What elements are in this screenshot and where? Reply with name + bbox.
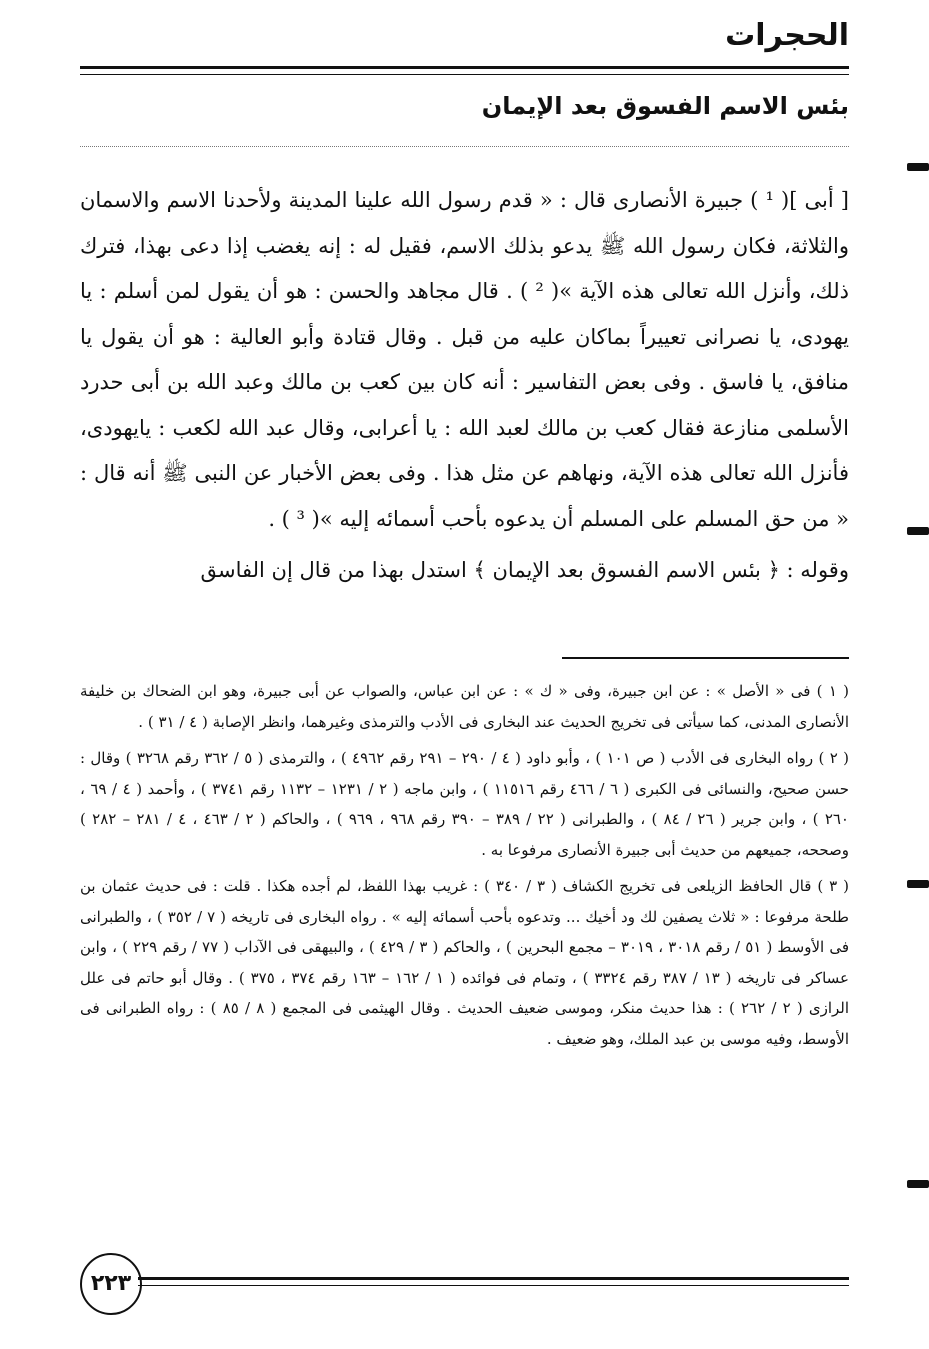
section-heading: بئس الاسم الفسوق بعد الإيمان: [481, 92, 849, 120]
page-number: ٢٢٣: [80, 1253, 142, 1315]
edge-tab-mark: [907, 527, 929, 535]
heading-dotted-rule: [80, 146, 849, 147]
footnote: ( ١ ) فى « الأصل » : عن ابن جبيرة، وفى « ك » : عن ابن عباس، والصواب عن أبى جبيرة، وهو ابن الضحاك بن خليفة الأنصارى المدنى، كما سيأتى فى تخريج الحديث عند البخارى فى الأدب والترمذى وغيرهما، وانظر الإصابة ( ٤ / ٣١ ) .: [80, 682, 849, 731]
footer-rule-thin: [138, 1285, 849, 1286]
main-paragraph: وقوله : ﴿ بئس الاسم الفسوق بعد الإيمان ﴾ استدل بهذا من قال إن الفاسق: [200, 558, 849, 582]
footnote: ( ٣ ) قال الحافظ الزيلعى فى تخريج الكشاف ( ٣ / ٣٤٠ ) : غريب بهذا اللفظ، لم أجده هكذا . قلت : فى حديث عثمان بن طلحة مرفوعا : « ثلاث يصفين لك ود أخيك ... وتدعوه بأحب أسمائه إليه » . رواه البخارى فى تاريخه ( ٧ / ٣٥٢ ) ، والطبرانى فى الأوسط ( ٥١ / رقم ٣٠١٨ ، ٣٠١٩ – مجمع البحرين ) ، والحاكم ( ٣ / ٤٢٩ ) ، والبيهقى فى الآداب ( ٧٧ / رقم ٢٢٩ ) ، وابن عساكر فى تاريخه ( ١٣ / ٣٨٧ رقم ٣٣٢٤ ) ، وتمام فى فوائده ( ١ / ١٦٢ – ١٦٣ رقم ٣٧٤ ، ٣٧٥ ) . وقال أبو حاتم فى علل الرازى ( ٢ / ٢٦٢ ) : هذا حديث منكر، وموسى ضعيف الحديث . وقال الهيثمى فى المجمع ( ٨ / ٨٥ ) : رواه الطبرانى فى الأوسط، وفيه موسى بن عبد الملك، وهو ضعيف .: [80, 877, 850, 1048]
header-rule-thin: [80, 74, 849, 75]
main-text: [80, 178, 849, 594]
main-paragraph: [ أبى ]( ¹ ) جبيرة الأنصارى قال : « قدم رسول الله علينا المدينة ولأحدنا الاسم والاسمان والثلاثة، فكان رسول الله ﷺ يدعو بذلك الاسم، فقيل له : إنه يغضب إذا دعى بهذا، فترك ذلك، وأنزل الله تعالى هذه الآية »( ² ) . قال مجاهد والحسن : هو أن يقول لمن أسلم : يا يهودى، يا نصرانى تعييراً بماكان عليه من قبل . وقال قتادة وأبو العالية : هو أن يقول يا منافق، يا فاسق . وفى بعض التفاسير : أنه كان بين كعب بن مالك وعبد الله بن أبى حدرد الأسلمى منازعة فقال كعب بن مالك لعبد الله : يا أعرابى، وقال عبد الله لكعب : يايهودى، فأنزل الله تعالى هذه الآية، ونهاهم عن مثل هذا . وفى بعض الأخبار عن النبى ﷺ أنه قال : « من حق المسلم على المسلم أن يدعوه بأحب أسمائه إليه »( ³ ) .: [80, 188, 849, 531]
edge-tab-mark: [907, 163, 929, 171]
edge-tab-mark: [907, 1180, 929, 1188]
header-rule-thick: [80, 66, 849, 69]
footnote: ( ٢ ) رواه البخارى فى الأدب ( ص ١٠١ ) ، وأبو داود ( ٤ / ٢٩٠ – ٢٩١ رقم ٤٩٦٢ ) ، والترمذى ( ٥ / ٣٦٢ رقم ٣٢٦٨ ) وقال : حسن صحيح، والنسائى فى الكبرى ( ٦ / ٤٦٦ رقم ١١٥١٦ ) ، وابن ماجه ( ٢ / ١٢٣١ – ١١٣٢ رقم ٣٧٤١ ) ، وأحمد ( ٤ / ٦٩ ، ٢٦٠ ) ، وابن جرير ( ٢٦ / ٨٤ ) ، والطبرانى ( ٢٢ / ٣٨٩ – ٣٩٠ رقم ٩٦٨ ، ٩٦٩ ) ، والحاكم ( ٢ / ٤٦٣ ، ٤ / ٢٨١ – ٢٨٢ ) وصححه، جميعهم من حديث أبى جبيرة الأنصارى مرفوعا به .: [80, 749, 850, 859]
footnotes: [80, 676, 849, 1060]
footnote-separator: [562, 657, 849, 659]
footer-rule-thick: [138, 1277, 849, 1280]
edge-tab-mark: [907, 880, 929, 888]
running-title: الحجرات: [725, 18, 849, 53]
